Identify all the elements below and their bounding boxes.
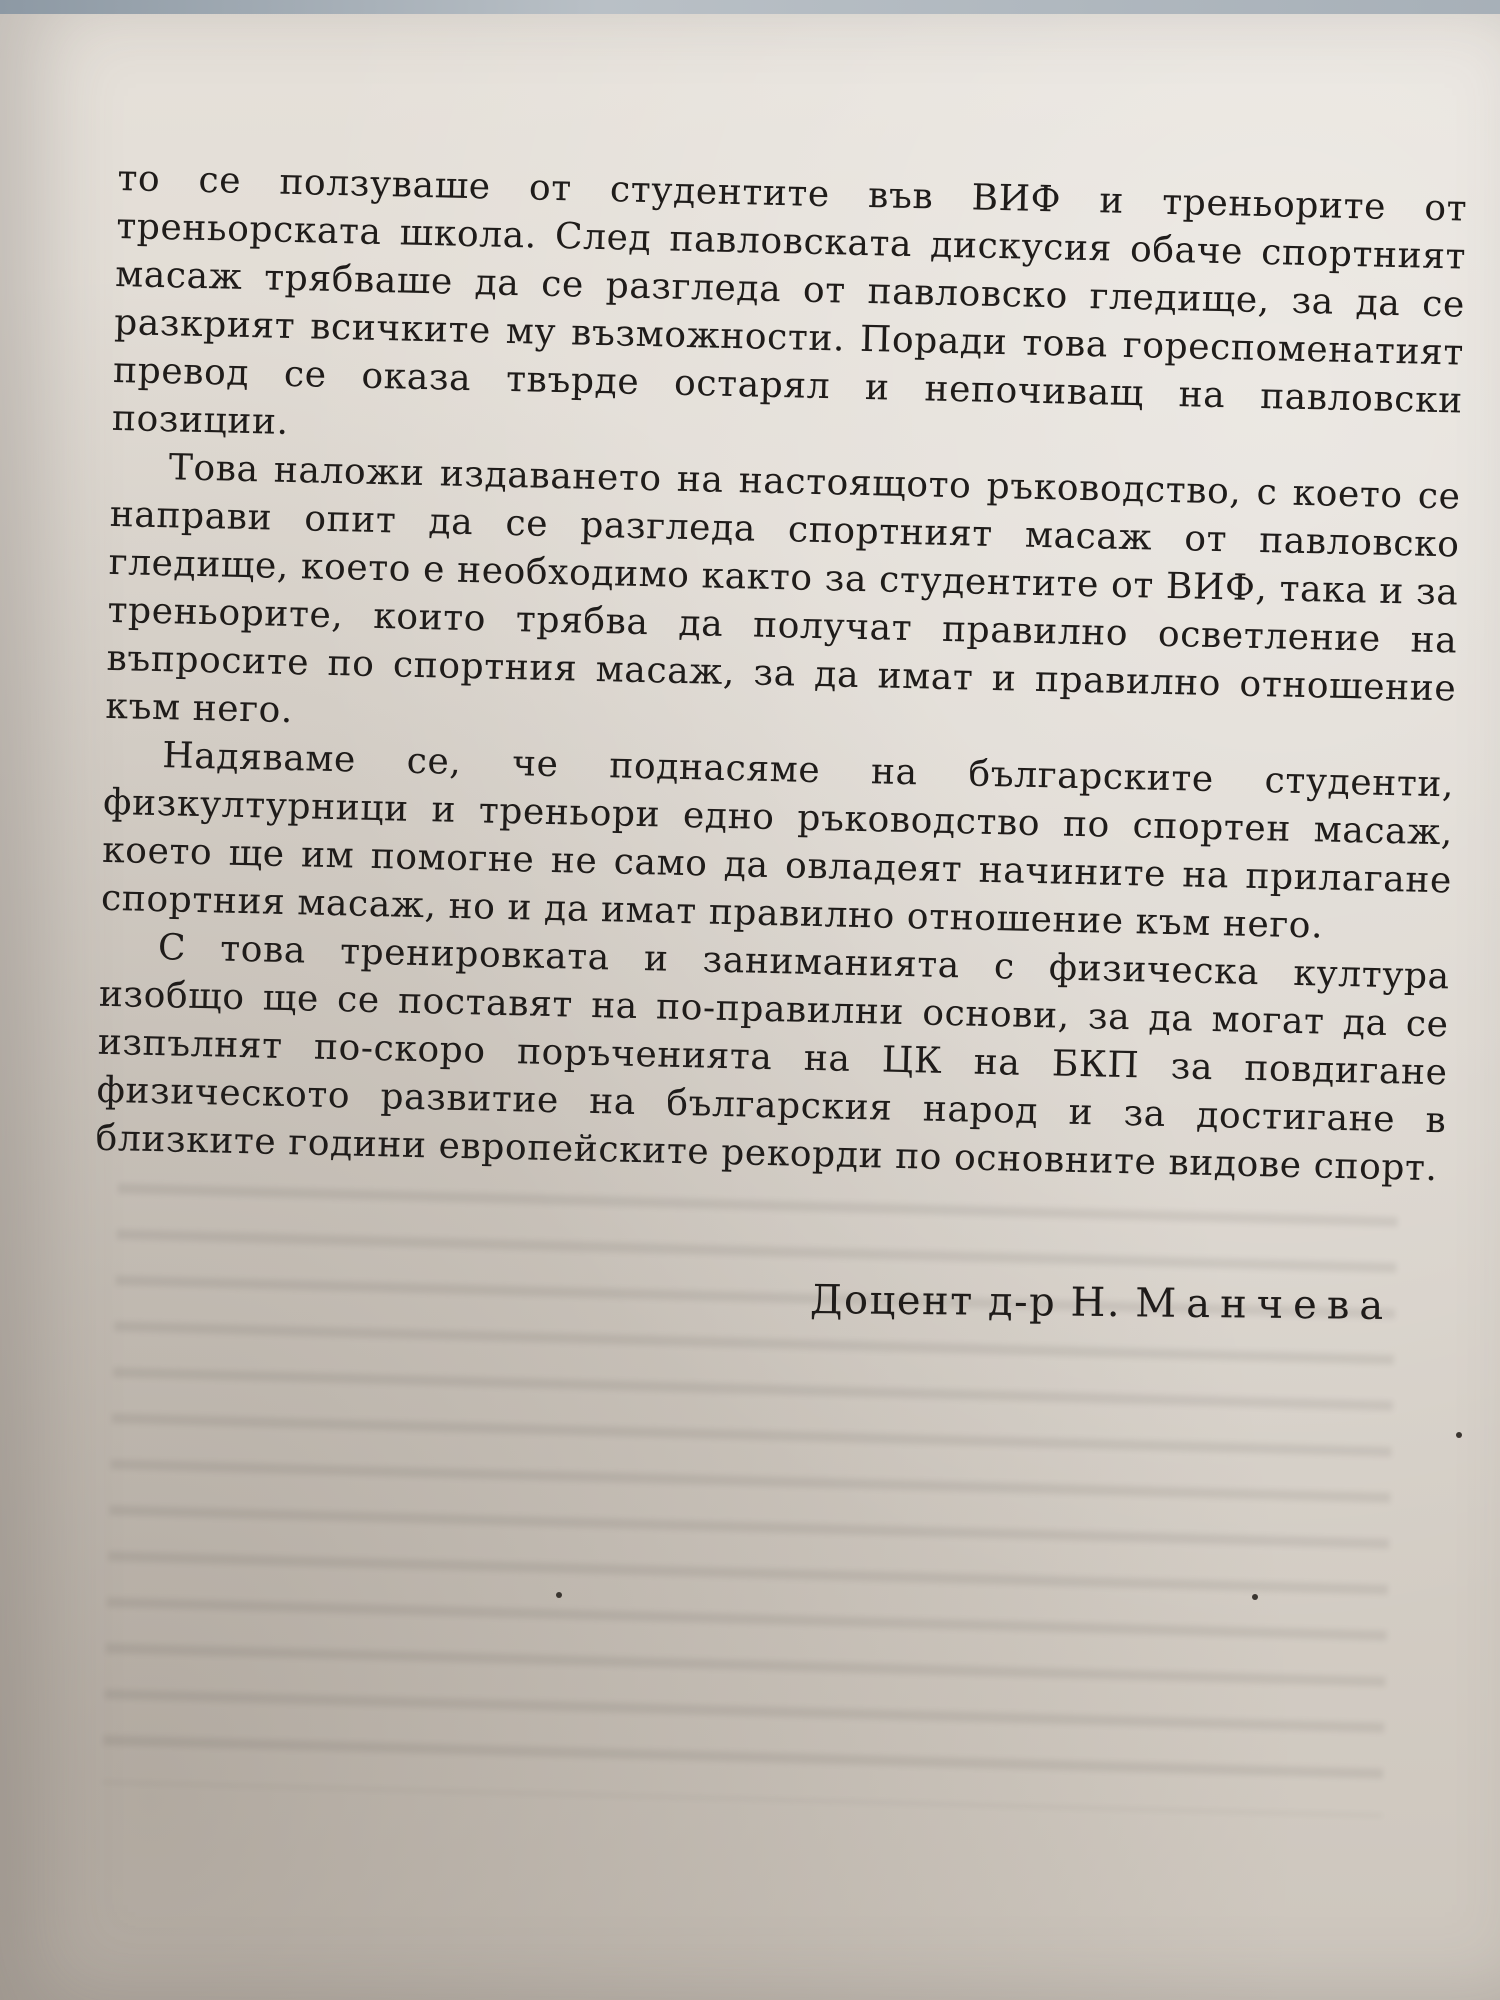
- show-through-text: [102, 1183, 1397, 1816]
- paper-speck: [1456, 1432, 1462, 1438]
- page-top-edge: [0, 0, 1500, 14]
- paragraph-3: Надяваме се, че поднасяме на българските студенти, физкултурници и треньори едно ръководство по спортен масаж, което ще им помогне не само да овладеят начините на прилагане спортния масаж, но и да имат правилно отношение към него.: [100, 735, 1455, 947]
- body-text: [95, 155, 1468, 1193]
- paragraph-1: то се ползуваше от студентите във ВИФ и треньорите от треньорската школа. След павловската дискусия обаче спортният масаж трябваше да се разгледа от павловско гледище, за да се разкрият всичките му възможности. Поради това гореспоменатият превод се оказа твърде остарял и непочиващ на павловски позиции.: [111, 157, 1468, 443]
- paragraph-4: С това тренировката и заниманията с физическа култура изобщо ще се поставят на по-правилни основи, за да могат да се изпълнят по-скоро поръченията на ЦК на БКП за повдигане физическото развитие на българския народ и за достигане в близките години европейските рекорди по основните видове спорт.: [95, 927, 1451, 1190]
- paper-speck: [1252, 1594, 1258, 1600]
- paper-speck: [556, 1592, 562, 1598]
- author-title: Доцент д-р Н.: [809, 1276, 1122, 1327]
- author-name: Манчева: [1135, 1280, 1394, 1330]
- author-signature: [810, 1277, 1394, 1329]
- paragraph-2: Това наложи издаването на настоящото ръководство, с което се направи опит да се разгледа спортният масаж от павловско гледище, което е необходимо както за студентите от ВИФ, така и за треньорите, които трябва да получат правилно осветление на въпросите по спортния масаж, за да имат и правилно отношение към него.: [105, 447, 1462, 732]
